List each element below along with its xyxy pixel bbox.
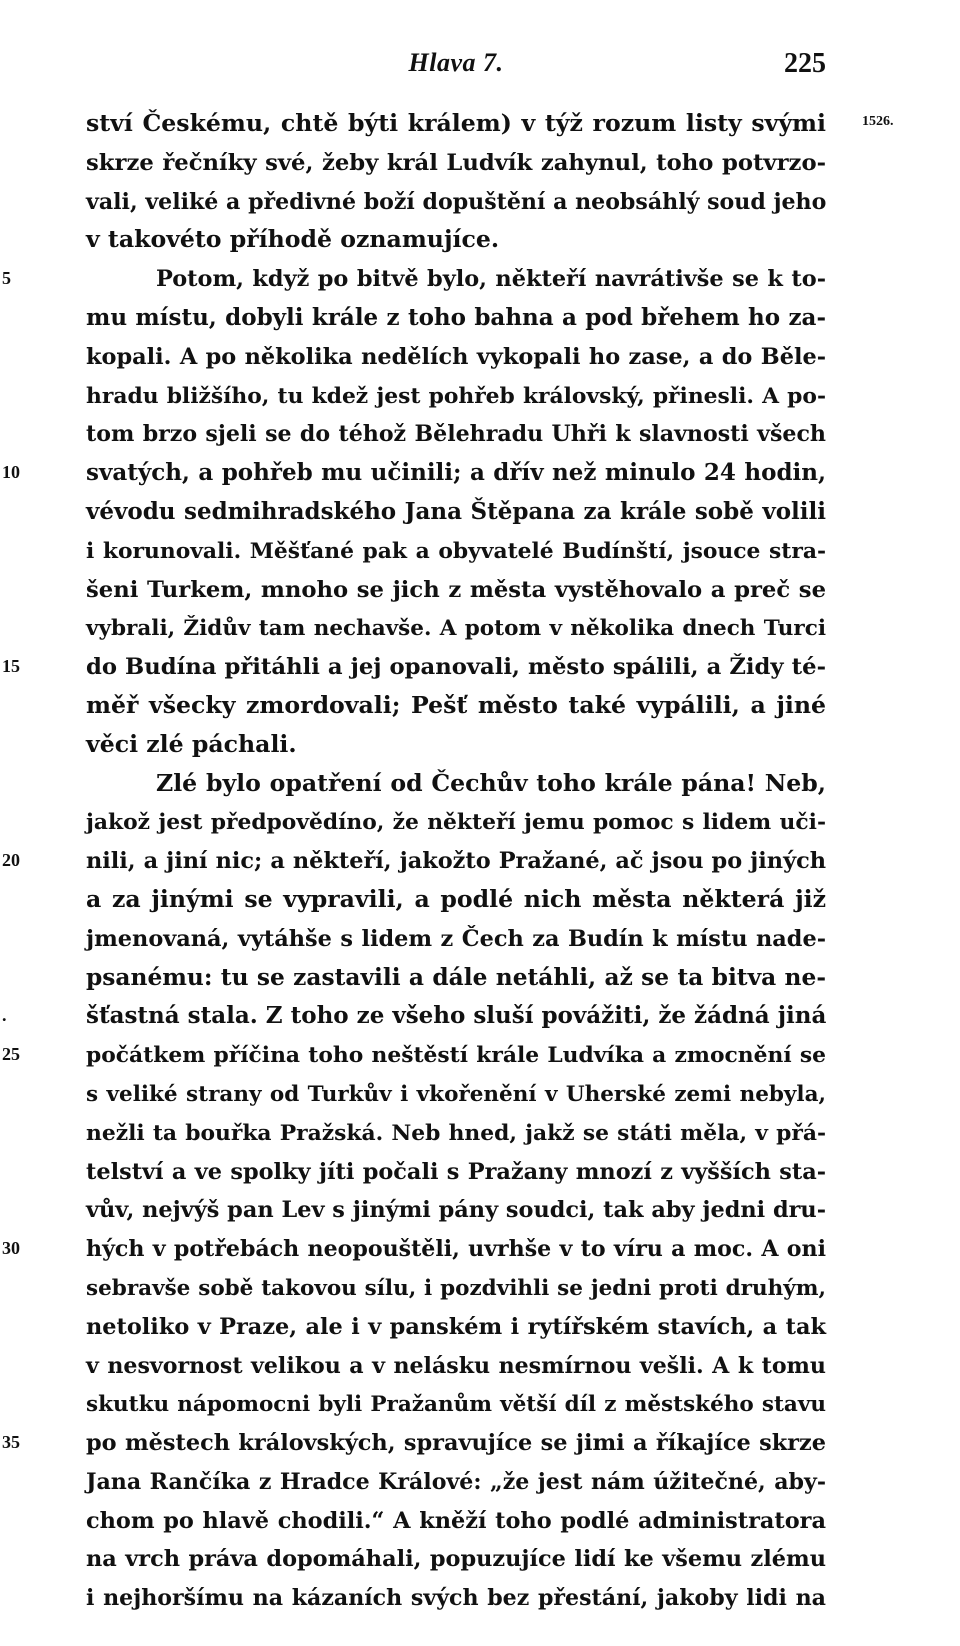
- text-line: mu místu, dobyli krále z toho bahna a pod břehem ho za-: [86, 303, 826, 331]
- text-line: v takovéto příhodě oznamujíce.: [86, 225, 500, 254]
- text-line: . šťastná stala. Z toho ze všeho sluší povážiti, že žádná jiná: [86, 996, 826, 1035]
- text-line: skrze řečníky své, žeby král Ludvík zahynul, toho potvrzo-: [86, 149, 826, 176]
- text-line: šeni Turkem, mnoho se jich z města vystěhovalo a preč se: [86, 576, 826, 603]
- text-line: 35 po městech královských, spravujíce se jimi a říkajíce skrze: [86, 1423, 826, 1462]
- text-line: tom brzo sjeli se do téhož Bělehradu Uhři k slavnosti všech: [86, 421, 826, 448]
- text-line: 30 hých v potřebách neopouštěli, uvrhše v to víru a moc. A oni: [86, 1229, 826, 1268]
- text-line: vévodu sedmihradského Jana Štěpana za krále sobě volili: [86, 497, 826, 525]
- text-line: jmenovaná, vytáhše s lidem z Čech za Budín k místu nade-: [86, 925, 826, 952]
- text-line: s veliké strany od Turkův i vkořenění v Uherské zemi nebyla,: [86, 1081, 826, 1107]
- text-line: ství Českému, chtě býti králem) v týž rozum listy svými: [86, 109, 826, 137]
- text-line: 20 nili, a jiní nic; a někteří, jakožto Pražané, ač jsou po jiných: [86, 841, 826, 880]
- text-line: i korunovali. Měšťané pak a obyvatelé Budínští, jsouce stra-: [86, 538, 826, 564]
- text-line: telství a ve spolky jíti počali s Pražany mnozí z vyšších sta-: [86, 1158, 826, 1185]
- text-line: 5 Potom, když po bitvě bylo, někteří navrátivše se k to-: [86, 259, 826, 298]
- text-line: měř všecky zmordovali; Pešť město také vypálili, a jiné: [86, 690, 826, 719]
- text-line: 25 počátkem příčina toho neštěstí krále Ludvíka a zmocnění se: [86, 1035, 826, 1074]
- text-line: na vrch práva dopomáhali, popuzujíce lidí ke všemu zlému: [86, 1546, 826, 1573]
- text-line: 15 do Budína přitáhli a jej opanovali, město spálili, a Židy té-: [86, 647, 826, 686]
- text-line: kopali. A po několika nedělích vykopali ho zase, a do Běle-: [86, 343, 826, 370]
- page-number: 225: [784, 48, 826, 79]
- text-line: 10 svatých, a pohřeb mu učinili; a dřív než minulo 24 hodin,: [86, 453, 826, 492]
- text-line: jakož jest předpovědíno, že někteří jemu pomoc s lidem uči-: [86, 810, 826, 836]
- line-number: 25: [2, 1044, 20, 1065]
- text-line: a za jinými se vypravili, a podlé nich města některá již: [86, 884, 826, 913]
- text-line: psanému: tu se zastavili a dále netáhli, až se ta bitva ne-: [86, 963, 826, 991]
- text-line: netoliko v Praze, ale i v panském i rytířském stavích, a tak: [86, 1313, 826, 1340]
- text-line: i nejhoršímu na kázaních svých bez přestání, jakoby lidi na: [86, 1585, 826, 1612]
- line-number: .: [2, 1005, 7, 1026]
- text-line: nežli ta bouřka Pražská. Neb hned, jakž se státi měla, v přá-: [86, 1120, 826, 1146]
- text-line: v nesvornost velikou a v nelásku nesmírnou vešli. A k tomu: [86, 1352, 826, 1379]
- text-line: věci zlé páchali.: [86, 729, 297, 758]
- page-header: [86, 48, 826, 88]
- text-line: Jana Rančíka z Hradce Králové: „že jest nám úžitečné, aby-: [86, 1468, 826, 1495]
- running-title: Hlava 7.: [408, 48, 504, 77]
- line-number: 10: [2, 462, 20, 483]
- line-number: 15: [2, 656, 20, 677]
- text-line: vův, nejvýš pan Lev s jinými pány soudci, tak aby jedni dru-: [86, 1197, 826, 1224]
- line-number: 20: [2, 850, 20, 871]
- margin-year-note: 1526.: [862, 114, 894, 129]
- line-number: 5: [2, 268, 11, 289]
- text-line: hradu bližšího, tu kdež jest pohřeb královský, přinesli. A po-: [86, 383, 826, 409]
- body-text: [2, 104, 827, 1617]
- line-number: 30: [2, 1238, 20, 1259]
- text-line: sebravše sobě takovou sílu, i pozdvihli se jedni proti druhým,: [86, 1275, 826, 1301]
- line-number: 35: [2, 1432, 20, 1453]
- text-line: Zlé bylo opatření od Čechův toho krále pána! Neb,: [156, 768, 826, 797]
- text-line: vali, veliké a předivné boží dopuštění a neobsáhlý soud jeho: [86, 188, 827, 215]
- text-line: vybrali, Židův tam nechavše. A potom v několika dnech Turci: [86, 616, 826, 642]
- text-line: chom po hlavě chodili.“ A kněží toho podlé administratora: [86, 1507, 826, 1534]
- text-line: skutku nápomocni byli Pražanům větší díl z městského stavu: [86, 1392, 826, 1418]
